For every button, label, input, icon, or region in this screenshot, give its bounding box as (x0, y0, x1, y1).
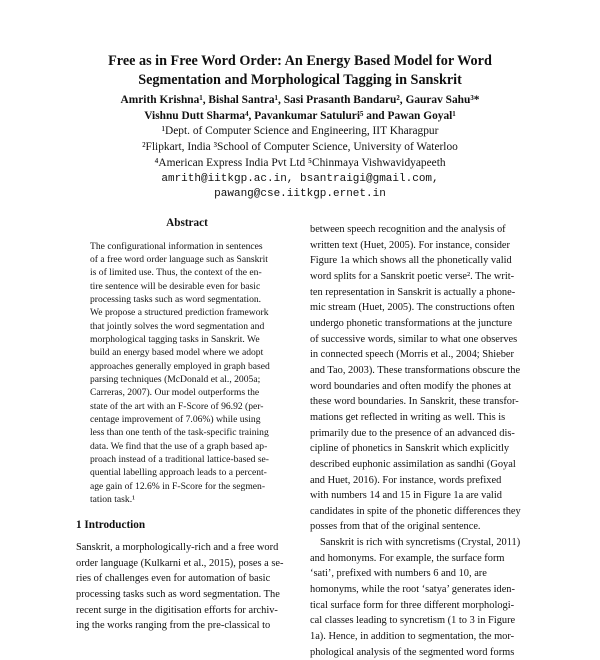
abstract-line: state of the art with an F-Score of 96.92 (per- (90, 400, 264, 412)
text-line: order language (Kulkarni et al., 2015), poses a se- (76, 557, 284, 569)
abstract-line: centage improvement of 7.06%) while using (90, 414, 261, 426)
abstract-line: We propose a structured prediction framework (90, 307, 269, 319)
abstract-line: tation task.¹ (90, 494, 135, 506)
text-line: candidates in spite of the phonetic differences they (310, 505, 521, 517)
text-line: of successive words, similar to what one observes (310, 333, 518, 345)
text-line: Sanskrit is rich with syncretisms (Crystal, 2011) (320, 537, 521, 549)
text-line: with numbers 14 and 15 in Figure 1a are valid (310, 490, 502, 502)
title-line: Free as in Free Word Order: An Energy Based Model for Word (108, 53, 492, 69)
right-column (310, 222, 530, 660)
text-line: Figure 1a which shows all the phonetically valid (310, 255, 512, 267)
text-line: these word boundaries. In Sanskrit, these transfor- (310, 396, 519, 408)
text-line: and Tao, 2003). These transformations obscure the (310, 364, 521, 376)
text-line: 1a). Hence, in addition to segmentation, the mor- (310, 631, 515, 643)
text-line: undergo phonetic transformations at the juncture (310, 317, 513, 329)
text-line: word boundaries and often modify the phones at (310, 380, 512, 392)
introduction-body (76, 540, 298, 634)
text-line: written text (Huet, 2005). For instance, consider (310, 239, 510, 251)
abstract-line: Carreras, 2007). Our model outperforms the (90, 387, 260, 399)
text-line: posses from that of the original sentence. (310, 521, 481, 533)
affiliation: ¹Dept. of Computer Science and Engineering, IIT Kharagpur (161, 125, 439, 138)
text-line: processing tasks such as word segmentation. The (76, 589, 280, 601)
text-line: phological analysis of the segmented word forms (310, 646, 515, 658)
text-line: word splits for a Sanskrit poetic verse². The writ- (310, 270, 515, 282)
text-line: cipline of phonetics in Sanskrit which explicitly (310, 443, 510, 455)
text-line: ries of challenges even for automation of basic (76, 573, 271, 585)
abstract-line: is of limited use. Thus, the context of the en- (90, 267, 262, 279)
abstract-line: The configurational information in sentences (90, 240, 263, 252)
text-line: cal classes leading to syncretism (1 to 3 in Figure (310, 615, 516, 627)
abstract-line: that jointly solves the word segmentation and (90, 320, 265, 332)
authors-line: Vishnu Dutt Sharma⁴, Pavankumar Satuluri⁵ and Pawan Goyal¹ (144, 109, 456, 122)
affiliation: ²Flipkart, India ³School of Computer Science, University of Waterloo (142, 141, 458, 154)
abstract-line: morphological tagging tasks in Sanskrit. We (90, 334, 260, 345)
text-line: between speech recognition and the analysis of (310, 224, 506, 235)
text-line: mations get reflected in writing as well. This is (310, 411, 506, 423)
abstract-line: quential labelling approach leads to a percent- (90, 467, 267, 479)
authors-line: Amrith Krishna¹, Bishal Santra¹, Sasi Prasanth Bandaru², Gaurav Sahu³* (120, 94, 480, 106)
author-block (40, 93, 560, 203)
text-line: ‘sati’, prefixed with numbers 6 and 10, are (310, 568, 487, 580)
text-line: ten representation in Sanskrit is actually a phone- (310, 286, 516, 298)
text-line: described euphonic assimilation as sandhi (Goyal (310, 458, 516, 470)
title-line: Segmentation and Morphological Tagging in Sanskrit (138, 72, 462, 88)
abstract-line: data. We find that the use of a graph based ap- (90, 440, 268, 452)
email: amrith@iitkgp.ac.in, bsantraigi@gmail.com, (161, 172, 439, 185)
text-line: in connected speech (Morris et al., 2004; Shieber (310, 349, 514, 361)
text-line: mic stream (Huet, 2005). The constructions often (310, 302, 515, 314)
abstract-line: approaches generally employed in graph based (90, 360, 270, 372)
abstract-line: of a free word order language such as Sanskrit (90, 253, 268, 265)
text-line: ing the works ranging from the pre-classical to (76, 620, 271, 632)
paper-title (40, 52, 560, 90)
abstract-body (76, 240, 298, 507)
text-line: and Huet, 2016). For instance, words prefixed (310, 474, 502, 486)
left-column (76, 217, 298, 634)
text-line: Sanskrit, a morphologically-rich and a free word (76, 542, 279, 554)
right-column-body (310, 222, 530, 660)
abstract-line: build an energy based model where we adopt (90, 347, 264, 359)
abstract-line: processing tasks such as word segmentation. (90, 293, 262, 305)
abstract-line: age gain of 12.6% in F-Score for the segmen- (90, 480, 266, 492)
text-line: recent surge in the digitisation efforts for archiv- (76, 604, 278, 616)
abstract-line: proach instead of a traditional lattice-based se- (90, 454, 270, 466)
section-heading-introduction: 1 Introduction (76, 519, 146, 532)
abstract-line: tire sentence will be desirable even for basic (90, 280, 261, 292)
email: pawang@cse.iitkgp.ernet.in (214, 188, 386, 201)
text-line: tical surface form for three different morphologi- (310, 599, 515, 611)
text-line: primarily due to the presence of an advanced dis- (310, 427, 515, 439)
affiliation: ⁴American Express India Pvt Ltd ⁵Chinmaya Vishwavidyapeeth (154, 156, 446, 169)
abstract-line: parsing techniques (McDonald et al., 2005a; (90, 374, 261, 386)
abstract-heading: Abstract (166, 217, 208, 229)
text-line: and homonyms. For example, the surface form (310, 552, 505, 564)
abstract-line: less than one tenth of the task-specific training (90, 427, 269, 439)
text-line: homonyms, while the root ‘satya’ generates iden- (310, 584, 515, 596)
